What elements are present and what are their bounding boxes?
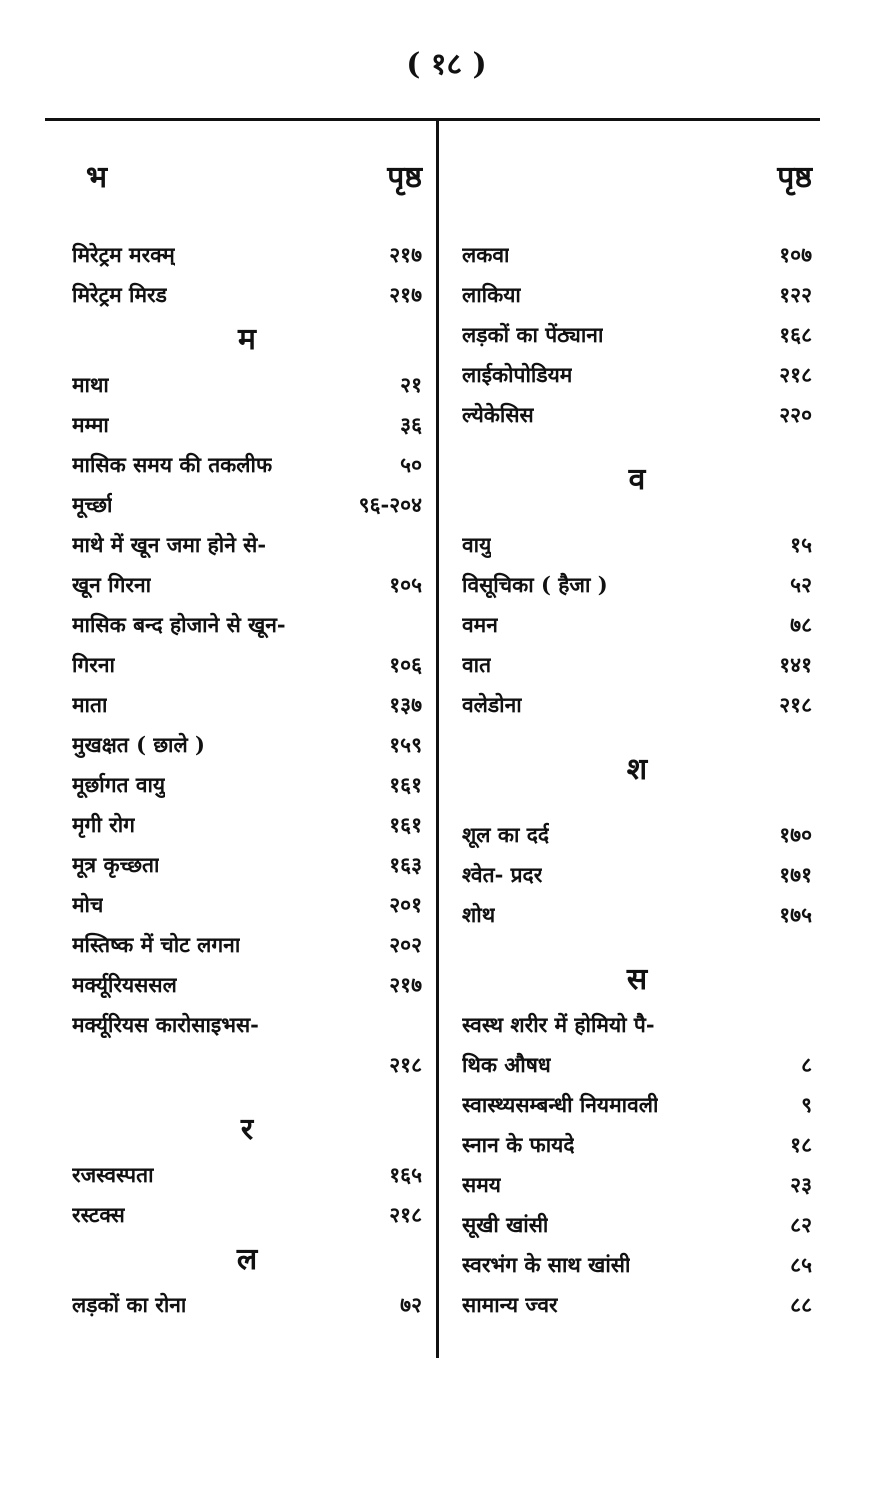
entry-page: २१७ <box>389 972 422 997</box>
entry-page: १०७ <box>779 242 812 267</box>
entry-page: १०६ <box>389 652 422 677</box>
section-letter-sa: स <box>626 962 648 997</box>
page-heading: पृष्ठ <box>387 160 422 195</box>
index-entry <box>72 685 422 725</box>
entry-page: ९६-२०४ <box>358 492 422 517</box>
entry-page: २१८ <box>389 1052 422 1077</box>
entry-title: मिरेट्रम मरक्म् <box>72 242 175 267</box>
entry-title: गिरना <box>72 652 115 677</box>
entry-page: २१८ <box>779 692 812 717</box>
section-letter-sha: श <box>626 752 648 787</box>
entry-page: २१८ <box>389 1202 422 1227</box>
index-entry <box>462 235 812 275</box>
index-entry <box>462 1165 812 1205</box>
entry-title: वलेडोना <box>462 692 522 717</box>
entry-title: मर्क्यूरियससल <box>72 972 177 997</box>
entry-title: मूर्च्छा <box>72 492 113 517</box>
entry-page: १२२ <box>779 282 812 307</box>
entry-title: श्वेत- प्रदर <box>462 862 543 887</box>
entry-page: २१७ <box>389 242 422 267</box>
section-letter-ra: र <box>240 1112 254 1147</box>
entry-title: लकवा <box>462 242 510 267</box>
index-entry <box>462 605 812 645</box>
index-list <box>462 235 812 435</box>
entry-title: वायु <box>462 532 492 557</box>
index-entry <box>462 355 812 395</box>
entry-page: ७२ <box>400 1292 422 1317</box>
entry-page: ७८ <box>790 612 812 637</box>
entry-page: १७५ <box>779 902 812 927</box>
index-entry <box>72 525 422 565</box>
entry-title: मस्तिष्क में चोट लगना <box>72 932 241 957</box>
index-entry <box>72 845 422 885</box>
entry-page: ८ <box>801 1052 812 1077</box>
entry-page: १०५ <box>389 572 422 597</box>
entry-page: ५० <box>400 452 422 477</box>
index-list <box>462 815 812 935</box>
index-entry <box>462 565 812 605</box>
index-entry <box>72 1195 422 1235</box>
entry-page: १७१ <box>779 862 812 887</box>
entry-title: वमन <box>462 612 498 637</box>
index-entry <box>72 805 422 845</box>
top-rule <box>45 118 820 121</box>
index-entry <box>462 1205 812 1245</box>
index-entry <box>72 965 422 1005</box>
entry-page: २०१ <box>389 892 422 917</box>
entry-page: ५२ <box>790 572 812 597</box>
index-entry <box>72 485 422 525</box>
index-entry <box>72 1045 422 1085</box>
entry-page: १६१ <box>389 812 422 837</box>
entry-title: मुखक्षत ( छाले ) <box>72 732 205 757</box>
entry-title: स्नान के फायदे <box>462 1132 575 1157</box>
entry-page: १६१ <box>389 772 422 797</box>
entry-page: २३ <box>790 1172 812 1197</box>
index-entry <box>462 1285 812 1325</box>
entry-title: रस्टक्स <box>72 1202 125 1227</box>
index-entry <box>462 685 812 725</box>
index-entry <box>72 565 422 605</box>
entry-page: २०२ <box>389 932 422 957</box>
entry-title: स्वरभंग के साथ खांसी <box>462 1252 631 1277</box>
index-entry <box>462 1045 812 1085</box>
entry-page: १५ <box>790 532 812 557</box>
entry-page: १४१ <box>779 652 812 677</box>
index-entry <box>462 1125 812 1165</box>
index-entry <box>462 815 812 855</box>
entry-page: ८८ <box>790 1292 812 1317</box>
right-column-header <box>462 155 812 215</box>
entry-title: विसूचिका ( हैजा ) <box>462 572 608 597</box>
entry-page: १६५ <box>389 1162 422 1187</box>
entry-title: रजस्वस्पता <box>72 1162 154 1187</box>
page-heading: पृष्ठ <box>777 160 812 195</box>
entry-title: थिक औषध <box>462 1052 551 1077</box>
entry-page: २१ <box>400 372 422 397</box>
entry-page: २१८ <box>779 362 812 387</box>
entry-page: २१७ <box>389 282 422 307</box>
entry-title: खून गिरना <box>72 572 152 597</box>
index-list <box>72 365 422 1085</box>
index-entry <box>72 765 422 805</box>
section-letter-va: व <box>628 462 646 497</box>
index-entry <box>72 725 422 765</box>
index-entry <box>72 275 422 315</box>
entry-page: १६३ <box>389 852 422 877</box>
entry-page: १६८ <box>779 322 812 347</box>
index-entry <box>72 645 422 685</box>
index-entry <box>72 885 422 925</box>
entry-title: स्वस्थ शरीर में होमियो पै- <box>462 1012 655 1037</box>
entry-title: सामान्य ज्वर <box>462 1292 558 1317</box>
index-entry <box>72 1155 422 1195</box>
entry-title: मर्क्यूरियस कारोसाइभस- <box>72 1012 259 1037</box>
index-entry <box>462 395 812 435</box>
entry-title: माथा <box>72 372 109 397</box>
entry-page: १५९ <box>389 732 422 757</box>
entry-page: १८ <box>790 1132 812 1157</box>
entry-title: वात <box>462 652 492 677</box>
index-entry <box>462 1085 812 1125</box>
entry-title: लड़कों का पेंठ्याना <box>462 322 604 347</box>
index-entry <box>462 895 812 935</box>
entry-title: माता <box>72 692 108 717</box>
index-entry <box>462 1245 812 1285</box>
entry-page: ८२ <box>790 1212 812 1237</box>
index-entry <box>462 315 812 355</box>
index-entry <box>72 1005 422 1045</box>
entry-title: समय <box>462 1172 501 1197</box>
index-list <box>462 1005 812 1325</box>
index-entry <box>462 275 812 315</box>
entry-title: मृगी रोग <box>72 812 135 837</box>
index-entry <box>72 605 422 645</box>
section-letter-la: ल <box>236 1242 258 1277</box>
entry-title: लाईकोपोडियम <box>462 362 573 387</box>
index-entry <box>462 855 812 895</box>
entry-title: मोच <box>72 892 104 917</box>
left-index-column <box>72 155 422 1325</box>
index-entry <box>462 645 812 685</box>
index-entry <box>72 1285 422 1325</box>
column-divider <box>436 120 439 1358</box>
index-list <box>72 1155 422 1235</box>
entry-page: २२० <box>779 402 812 427</box>
entry-page: १७० <box>779 822 812 847</box>
index-entry <box>72 925 422 965</box>
index-entry <box>72 365 422 405</box>
entry-page: ९ <box>801 1092 812 1117</box>
entry-page: १३७ <box>389 692 422 717</box>
entry-title: मासिक बन्द होजाने से खून- <box>72 612 286 637</box>
index-list <box>462 525 812 725</box>
entry-title: मासिक समय की तकलीफ <box>72 452 273 477</box>
entry-title: स्वास्थ्यसम्बन्धी नियमावली <box>462 1092 659 1117</box>
entry-title: मूत्र कृच्छता <box>72 852 160 877</box>
index-list <box>72 1285 422 1325</box>
entry-title: ल्येकेसिस <box>462 402 534 427</box>
entry-title: लड़कों का रोना <box>72 1292 187 1317</box>
entry-title: मूर्छागत वायु <box>72 772 166 797</box>
entry-title: सूखी खांसी <box>462 1212 549 1237</box>
entry-title: माथे में खून जमा होने से- <box>72 532 267 557</box>
index-entry <box>462 1005 812 1045</box>
entry-title: लाकिया <box>462 282 521 307</box>
index-entry <box>72 405 422 445</box>
page-number: ( १८ ) <box>406 47 487 82</box>
index-list <box>72 235 422 315</box>
index-entry <box>72 445 422 485</box>
entry-title: शोथ <box>462 902 496 927</box>
entry-page: ८५ <box>790 1252 812 1277</box>
entry-title: शूल का दर्द <box>462 822 550 847</box>
section-letter-bha: भ <box>86 160 108 195</box>
left-column-header <box>72 155 422 215</box>
right-index-column <box>462 155 812 1325</box>
index-entry <box>462 525 812 565</box>
index-entry <box>72 235 422 275</box>
entry-page: ३६ <box>400 412 422 437</box>
entry-title: मिरेट्रम मिरड <box>72 282 167 307</box>
section-letter-ma: म <box>238 322 256 357</box>
entry-title: मम्मा <box>72 412 109 437</box>
